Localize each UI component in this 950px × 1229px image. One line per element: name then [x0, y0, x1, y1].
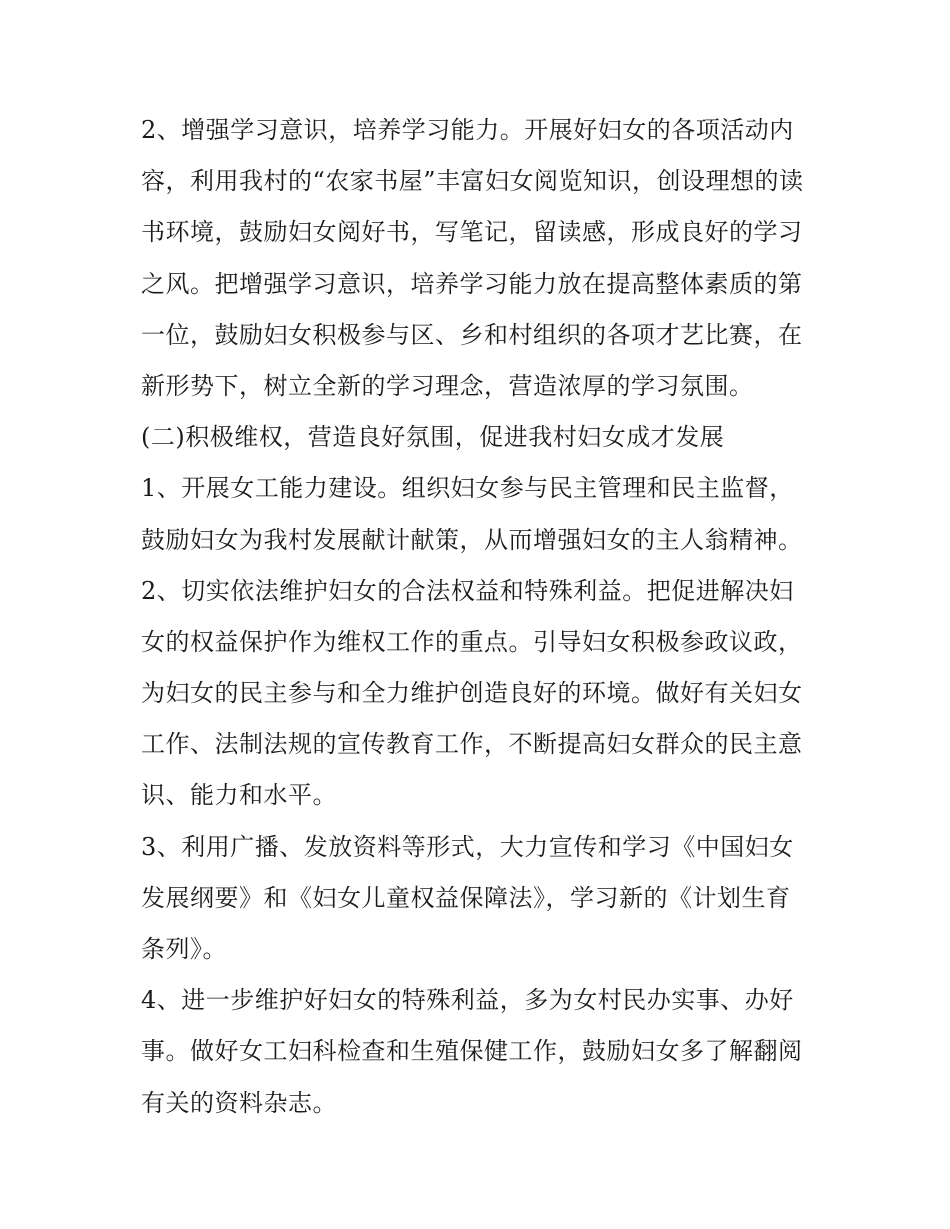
text-line: 4、进一步维护好妇女的特殊利益，多为女村民办实事、办好	[141, 986, 794, 1015]
text-line: 识、能力和水平。	[141, 781, 337, 810]
document-body	[141, 105, 813, 1129]
text-line: 新形势下，树立全新的学习理念，营造浓厚的学习氛围。	[141, 371, 754, 400]
text-line: 工作、法制法规的宣传教育工作，不断提高妇女群众的民主意	[141, 730, 803, 759]
text-line: 鼓励妇女为我村发展献计献策，从而增强妇女的主人翁精神。	[141, 525, 803, 554]
section-heading: (二)积极维权，营造良好氛围，促进我村妇女成才发展	[141, 423, 725, 452]
text-line: 为妇女的民主参与和全力维护创造良好的环境。做好有关妇女	[141, 679, 803, 708]
text-line: 容，利用我村的“农家书屋”丰富妇女阅览知识，创设理想的读	[141, 167, 804, 196]
text-line: 条列》。	[141, 935, 227, 963]
text-line: 2、增强学习意识，培养学习能力。开展好妇女的各项活动内	[141, 116, 794, 144]
text-line: 发展纲要》和《妇女儿童权益保障法》，学习新的《计划生育	[141, 883, 791, 912]
text-line: 女的权益保护作为维权工作的重点。引导妇女积极参政议政，	[141, 627, 803, 656]
text-line: 有关的资料杂志。	[141, 1088, 337, 1117]
text-line: 3、利用广播、发放资料等形式，大力宣传和学习《中国妇女	[141, 832, 794, 861]
text-line: 一位，鼓励妇女积极参与区、乡和村组织的各项才艺比赛，在	[141, 320, 803, 349]
text-line: 书环境，鼓励妇女阅好书，写笔记，留读感，形成良好的学习	[141, 218, 803, 247]
text-line: 1、开展女工能力建设。组织妇女参与民主管理和民主监督，	[141, 474, 794, 503]
text-line: 2、切实依法维护妇女的合法权益和特殊利益。把促进解决妇	[141, 576, 794, 605]
text-line: 之风。把增强学习意识，培养学习能力放在提高整体素质的第	[141, 269, 803, 298]
text-line: 事。做好女工妇科检查和生殖保健工作，鼓励妇女多了解翻阅	[141, 1037, 803, 1066]
